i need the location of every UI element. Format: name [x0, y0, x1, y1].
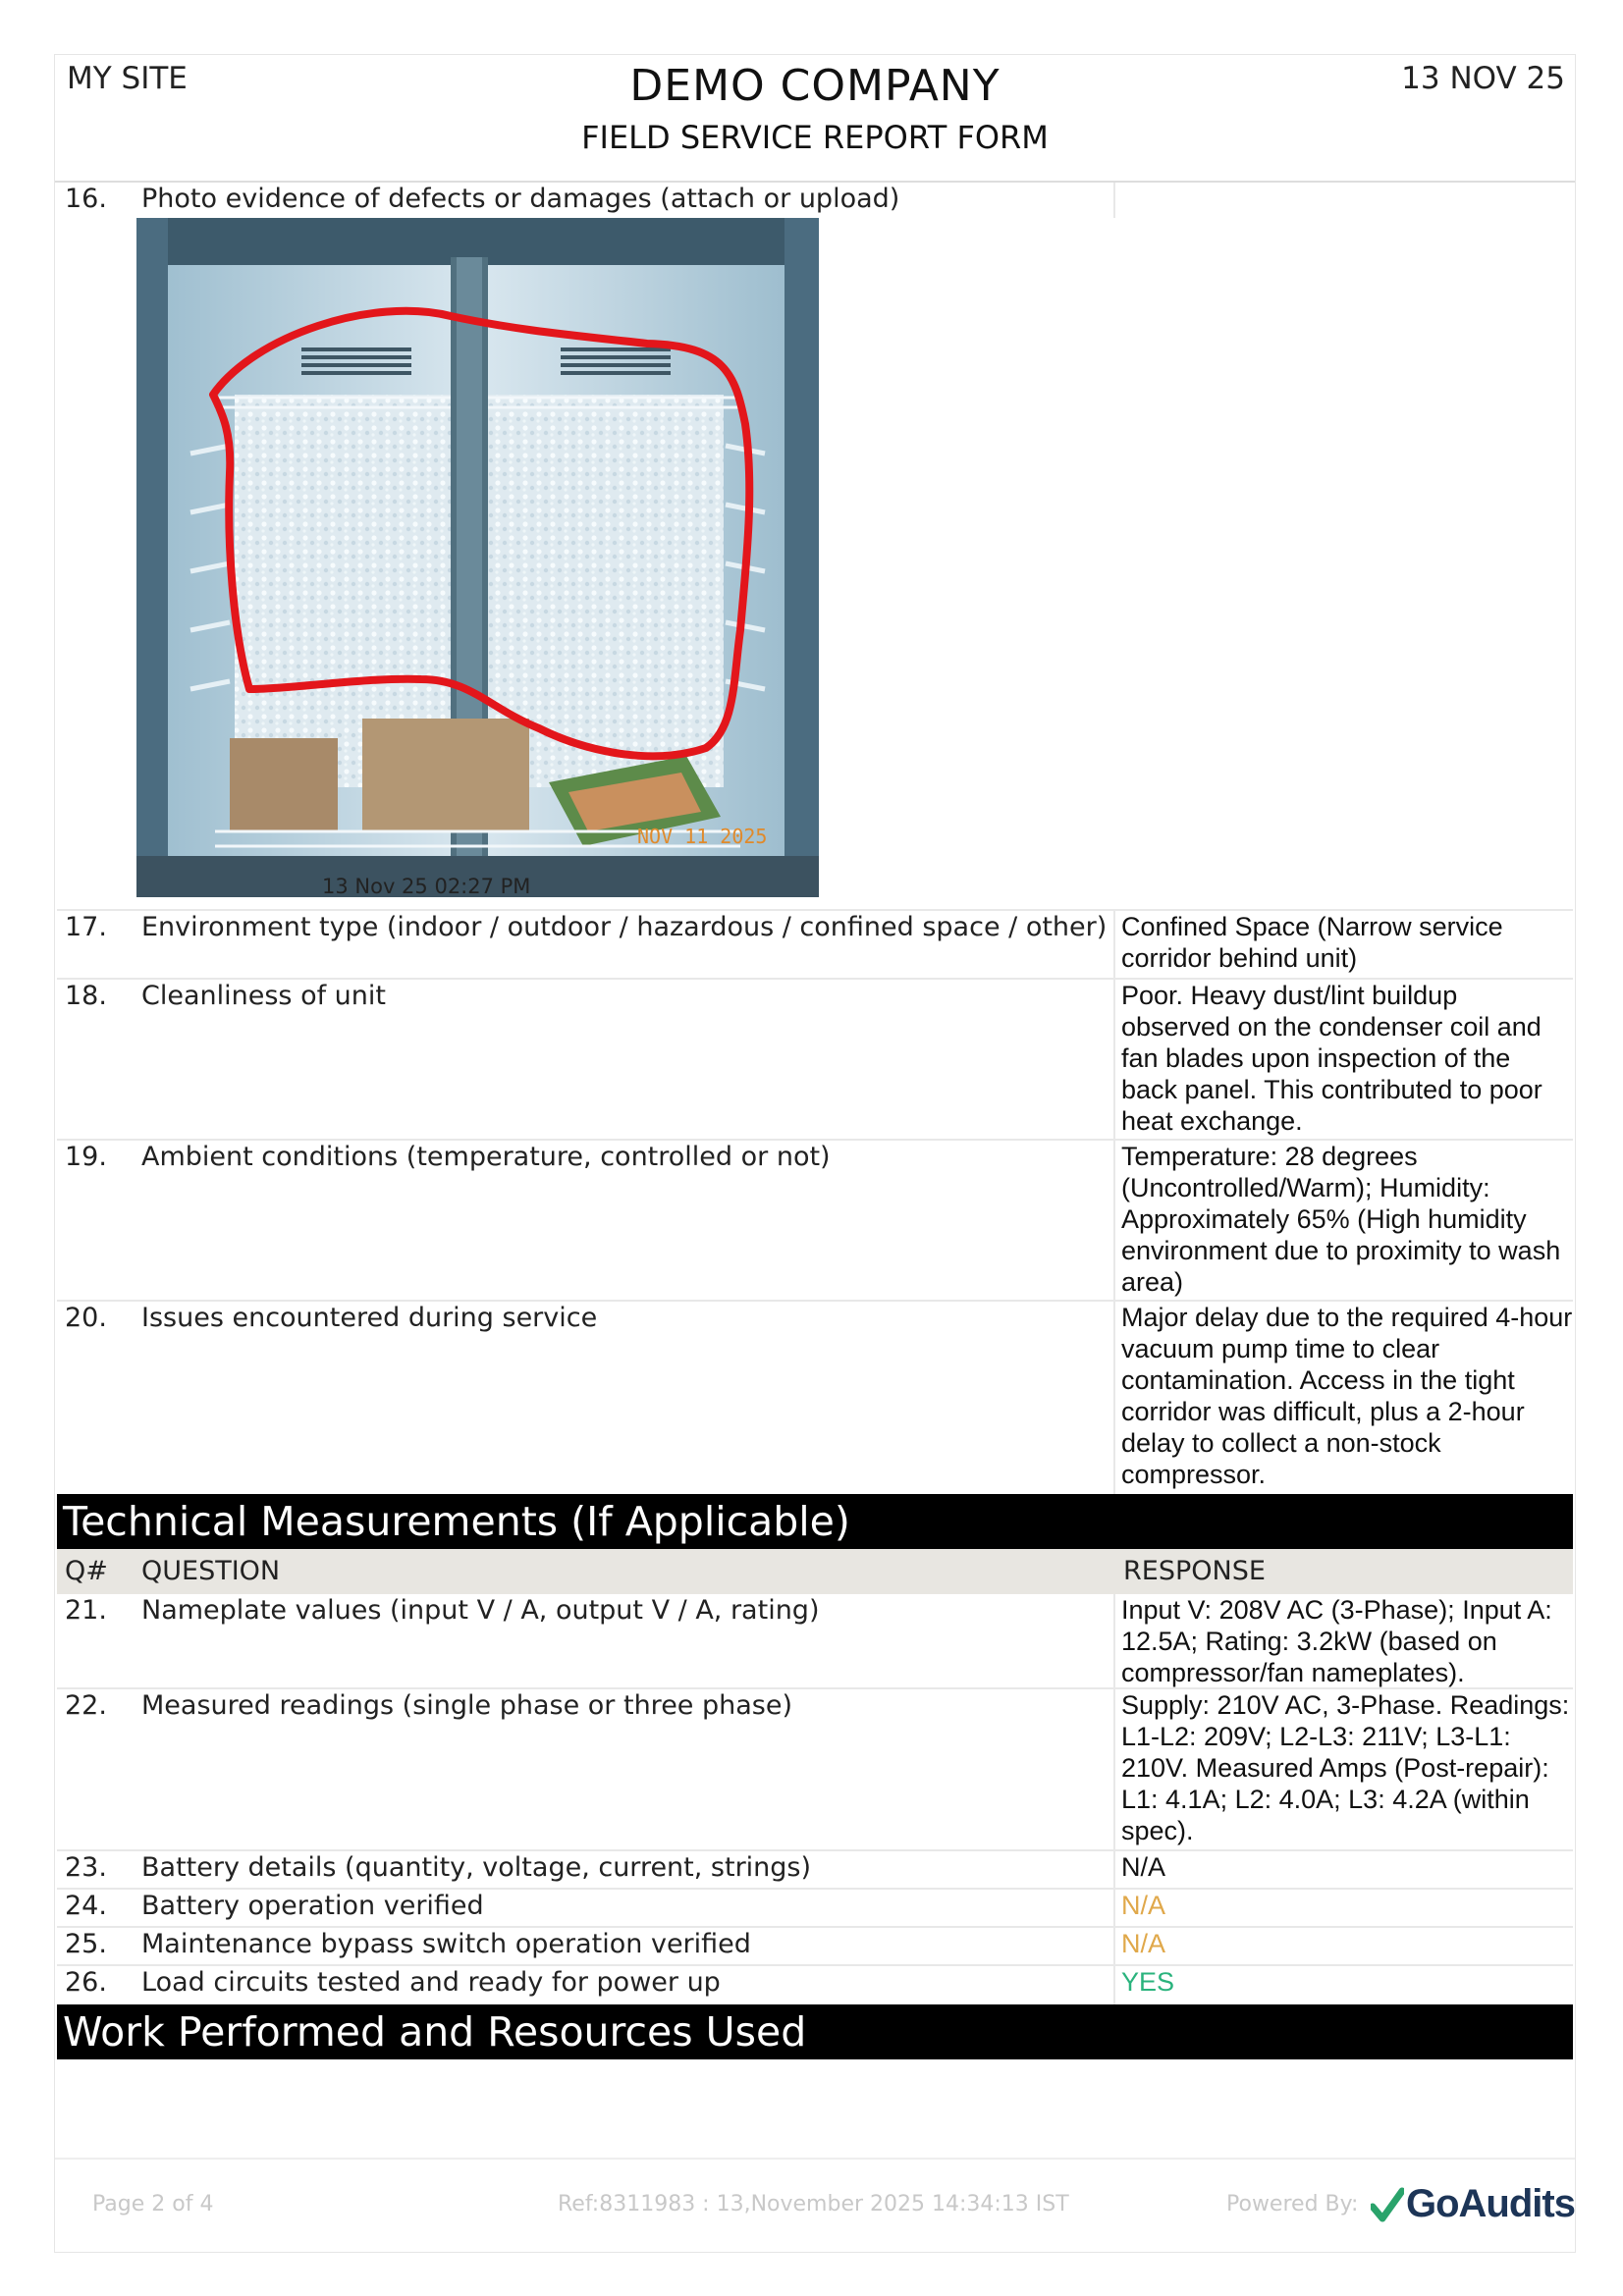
question-number: 23. [65, 1852, 107, 1883]
section-header-technical: Technical Measurements (If Applicable) [57, 1494, 1573, 1549]
response-text: Input V: 208V AC (3-Phase); Input A: 12.5A; Rating: 3.2kW (based on compressor/fan nameplates). [1121, 1595, 1552, 1687]
question-text: Environment type (indoor / outdoor / hazardous / confined space / other) [141, 911, 1115, 978]
report-page [54, 54, 1576, 2253]
report-reference: Ref:8311983 : 13,November 2025 14:34:13 IST [558, 2192, 1069, 2216]
page-footer [55, 2182, 1575, 2239]
column-header-response: RESPONSE [1123, 1556, 1266, 1586]
response-text: Temperature: 28 degrees (Uncontrolled/Warm); Humidity: Approximately 65% (High humidity environment due to proximity to wash area) [1121, 1142, 1561, 1297]
question-number: 21. [65, 1595, 107, 1626]
section-header-work-performed: Work Performed and Resources Used [57, 2004, 1573, 2059]
site-name: MY SITE [67, 61, 188, 96]
question-row-24 [57, 1890, 1573, 1928]
question-text: Ambient conditions (temperature, controlled or not) [141, 1141, 1115, 1300]
question-row-17 [57, 911, 1573, 980]
column-header-number: Q# [65, 1556, 108, 1586]
question-text: Battery details (quantity, voltage, current, strings) [141, 1851, 1115, 1888]
response-status: YES [1121, 1967, 1175, 1997]
column-header-question: QUESTION [141, 1556, 281, 1586]
question-number: 16. [65, 184, 107, 214]
question-row-16 [57, 183, 1573, 911]
question-text: Load circuits tested and ready for power up [141, 1966, 1115, 2004]
response-text [1115, 183, 1573, 909]
question-number: 26. [65, 1967, 107, 1998]
form-title: FIELD SERVICE REPORT FORM [581, 119, 1049, 156]
question-text: Photo evidence of defects or damages (attach or upload) [141, 183, 1115, 218]
response-text: Confined Space (Narrow service corridor behind unit) [1121, 912, 1503, 973]
question-number: 20. [65, 1303, 107, 1333]
response-text: Major delay due to the required 4-hour vacuum pump time to clear contamination. Access in the tight corridor was difficult, plus a 2-hour delay to collect a non-stock compressor. [1121, 1303, 1573, 1489]
question-row-18 [57, 980, 1573, 1141]
question-number: 17. [65, 912, 107, 942]
question-row-21 [57, 1594, 1573, 1689]
response-status: N/A [1121, 1929, 1166, 1958]
question-text: Maintenance bypass switch operation verified [141, 1928, 1115, 1964]
question-text: Issues encountered during service [141, 1302, 1115, 1494]
question-text: Nameplate values (input V / A, output V / A, rating) [141, 1594, 1115, 1687]
response-text: N/A [1121, 1852, 1166, 1882]
question-row-22 [57, 1689, 1573, 1851]
photo-timestamp: 13 Nov 25 02:27 PM [322, 875, 531, 898]
footer-divider [55, 2158, 1575, 2160]
question-row-20 [57, 1302, 1573, 1494]
response-text: Supply: 210V AC, 3-Phase. Readings: L1-L2: 209V; L2-L3: 211V; L3-L1: 210V. Measured Amps (Post-repair): L1: 4.1A; L2: 4.0A; L3: 4.2A (within spec). [1121, 1690, 1570, 1845]
defect-photo[interactable] [136, 218, 819, 897]
photo-date-stamp: NOV 11 2025 [637, 825, 768, 848]
question-number: 24. [65, 1891, 107, 1921]
report-body [57, 183, 1573, 2059]
company-name: DEMO COMPANY [629, 61, 1001, 111]
question-text: Battery operation verified [141, 1890, 1115, 1926]
question-row-26 [57, 1966, 1573, 2004]
question-text: Measured readings (single phase or three phase) [141, 1689, 1115, 1849]
report-header [55, 61, 1575, 156]
checkmark-icon [1371, 2187, 1404, 2222]
question-row-25 [57, 1928, 1573, 1966]
goaudits-logo[interactable] [1371, 2182, 1575, 2226]
question-row-19 [57, 1141, 1573, 1302]
question-number: 18. [65, 981, 107, 1011]
question-number: 19. [65, 1142, 107, 1172]
response-text: Poor. Heavy dust/lint buildup observed on the condenser coil and fan blades upon inspection of the back panel. This contributed to poor heat exchange. [1121, 981, 1542, 1136]
logo-text: GoAudits [1406, 2182, 1575, 2225]
question-row-23 [57, 1851, 1573, 1890]
question-text: Cleanliness of unit [141, 980, 1115, 1139]
question-number: 25. [65, 1929, 107, 1959]
response-status: N/A [1121, 1891, 1166, 1920]
column-header-row [57, 1549, 1573, 1594]
powered-by-label: Powered By: [1226, 2192, 1359, 2216]
report-date: 13 NOV 25 [1401, 61, 1565, 96]
page-number: Page 2 of 4 [92, 2192, 214, 2216]
question-number: 22. [65, 1690, 107, 1721]
